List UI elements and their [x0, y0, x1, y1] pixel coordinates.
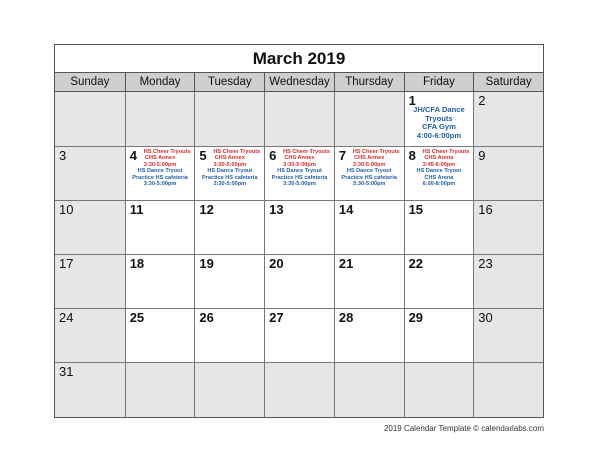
empty-day-cell [404, 362, 474, 417]
event-line: HS Cheer Tryouts [352, 149, 400, 155]
event-line: 3:30-5:00pm [283, 161, 316, 168]
event-line: 3:30-5:00pm [352, 181, 386, 188]
empty-day-cell [264, 362, 334, 417]
event-line: CHS Arena [424, 174, 454, 181]
event-line: 3:30-5:00pm [213, 181, 247, 188]
event-line: 3:30-5:00pm [283, 181, 316, 188]
day-cell [194, 200, 264, 254]
weekday-friday: Friday [404, 73, 474, 91]
day-cell [125, 254, 195, 308]
weekday-sunday: Sunday [70, 76, 110, 88]
day-number: 8 [408, 148, 416, 163]
day-number: 28 [338, 310, 354, 325]
empty-day-cell [194, 362, 264, 417]
day-cell [404, 308, 474, 362]
day-number: 11 [129, 202, 144, 217]
day-cell [404, 254, 474, 308]
day-number: 29 [408, 310, 424, 325]
day-number: 7 [338, 148, 347, 163]
day-number: 9 [478, 148, 486, 163]
day-number: 31 [59, 364, 74, 379]
day-cell [334, 200, 404, 254]
day-number: 23 [478, 256, 493, 271]
day-cell [264, 308, 334, 362]
empty-day-cell [194, 92, 264, 146]
day-number: 30 [478, 310, 493, 325]
empty-day-cell [125, 362, 195, 417]
day-number: 3 [59, 148, 67, 163]
day-cell [404, 200, 474, 254]
day-cell [55, 200, 125, 254]
day-cell [125, 308, 195, 362]
event-line: 3:45-6:00pm [422, 161, 456, 168]
event-line: 6:00-8:00pm [422, 181, 456, 188]
event-line: Practice HS cafeteria [132, 174, 188, 181]
day-cell [55, 146, 125, 200]
day-number: 5 [199, 148, 207, 163]
event-line: JH/CFA Dance [413, 105, 465, 114]
event-line: 3:30-5:00pm [143, 161, 177, 168]
day-number: 20 [269, 256, 284, 271]
event-line: Practice HS cafeteria [201, 174, 258, 181]
day-number: 26 [199, 310, 214, 325]
day-number: 12 [199, 202, 214, 217]
day-cell [473, 92, 543, 146]
day-cell [473, 200, 543, 254]
event-line: HS Dance Tryout [207, 168, 253, 175]
empty-day-cell [55, 92, 125, 146]
day-number: 25 [129, 310, 145, 325]
day-number: 17 [59, 256, 74, 271]
day-number: 24 [59, 310, 74, 325]
weekday-monday: Monday [125, 73, 195, 91]
day-cell [55, 362, 125, 417]
event-line: CHS Arena [424, 155, 454, 162]
day-number: 16 [478, 202, 493, 217]
calendar-title: March 2019 [55, 45, 543, 73]
day-number: 1 [408, 93, 416, 108]
event-line: Practice HS cafeteria [271, 174, 328, 181]
day-number: 14 [338, 202, 354, 217]
event-block [405, 106, 474, 140]
empty-day-cell [334, 362, 404, 417]
event-line: HS Dance Tryout [346, 168, 392, 175]
event-line: 3:30-5:00pm [143, 181, 177, 188]
event-block [126, 149, 195, 187]
day-number: 18 [129, 256, 145, 271]
event-block [195, 149, 264, 187]
event-line: CHS Annex [214, 155, 245, 162]
footer-credit: 2019 Calendar Template © calendarlabs.com [383, 424, 544, 433]
event-line: HS Dance Tryout [416, 168, 462, 175]
empty-day-cell [125, 92, 195, 146]
weekday-thursday: Thursday [334, 73, 404, 91]
day-cell [55, 254, 125, 308]
day-cell [194, 308, 264, 362]
day-cell [55, 308, 125, 362]
day-number: 4 [129, 148, 137, 163]
event-line: CFA Gym [421, 122, 456, 132]
day-cell [473, 254, 543, 308]
event-line: HS Dance Tryout [277, 168, 322, 175]
day-number: 19 [199, 256, 214, 271]
day-number: 27 [269, 310, 284, 325]
weekday-saturday: Saturday [473, 73, 543, 91]
event-line: HS Cheer Tryouts [143, 149, 191, 155]
day-cell [264, 254, 334, 308]
day-number: 2 [478, 93, 486, 108]
day-cell [404, 92, 474, 146]
day-cell [404, 146, 474, 200]
day-number: 13 [269, 202, 284, 217]
day-cell [264, 200, 334, 254]
day-number: 21 [338, 256, 354, 271]
event-block [265, 149, 334, 187]
weekday-wednesday: Wednesday [264, 73, 334, 91]
day-number: 15 [408, 202, 424, 217]
event-block [405, 149, 474, 187]
day-cell [125, 200, 195, 254]
event-line: CHS Annex [354, 155, 385, 162]
calendar [54, 44, 544, 418]
empty-day-cell [473, 362, 543, 417]
calendar-grid [55, 92, 543, 417]
weekday-header-row [55, 73, 543, 92]
weekday-tuesday: Tuesday [194, 73, 264, 91]
event-line: Tryouts [425, 113, 453, 123]
day-cell [473, 308, 543, 362]
day-cell [264, 146, 334, 200]
event-line: Practice HS cafeteria [341, 174, 398, 181]
event-line: HS Cheer Tryouts [283, 149, 330, 155]
day-cell [194, 254, 264, 308]
day-number: 6 [269, 148, 277, 163]
day-number: 22 [408, 256, 424, 271]
event-line: 3:30-5:00pm [213, 161, 247, 168]
day-number: 10 [59, 202, 74, 217]
event-line: HS Cheer Tryouts [422, 149, 470, 155]
event-line: 3:30-5:00pm [352, 161, 386, 168]
empty-day-cell [334, 92, 404, 146]
event-block [335, 149, 404, 187]
day-cell [334, 254, 404, 308]
event-line: HS Cheer Tryouts [213, 149, 261, 155]
event-line: CHS Annex [144, 155, 176, 162]
event-line: CHS Annex [284, 155, 315, 162]
day-cell [194, 146, 264, 200]
event-line: HS Dance Tryout [137, 168, 183, 175]
empty-day-cell [264, 92, 334, 146]
day-cell [334, 146, 404, 200]
day-cell [334, 308, 404, 362]
event-line: 4:00-6:00pm [416, 130, 462, 140]
day-cell [473, 146, 543, 200]
day-cell [125, 146, 195, 200]
